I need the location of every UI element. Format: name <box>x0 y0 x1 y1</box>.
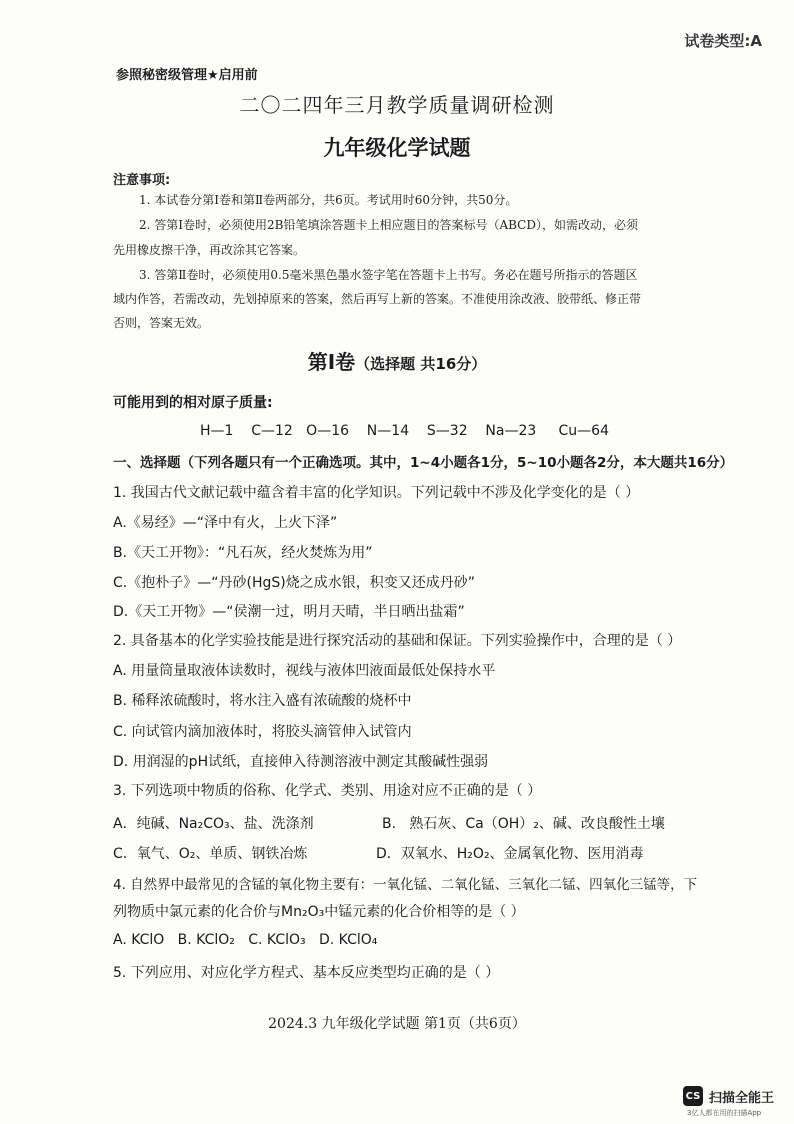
question-1-stem: 1. 我国古代文献记载中蕴含着丰富的化学知识。下列记载中不涉及化学变化的是（ ） <box>113 485 640 501</box>
notice-line: 域内作答，若需改动，先划掉原来的答案，然后再写上新的答案。不准使用涂改液、胶带纸、修正带 <box>113 292 642 306</box>
notice-heading: 注意事项: <box>113 173 171 188</box>
notice-line: 先用橡皮擦干净，再改涂其它答案。 <box>113 243 306 257</box>
scanner-tagline: 3亿人都在用的扫描App <box>687 1109 762 1117</box>
scanner-watermark <box>683 1086 774 1106</box>
question-1-option-d: D.《天工开物》—“侯潮一过，明月天晴，半日晒出盐霜” <box>113 604 465 620</box>
atomic-mass-values: H—1 C—12 O—16 N—14 S—32 Na—23 Cu—64 <box>200 423 609 439</box>
question-1-option-c: C.《抱朴子》—“丹砂(HgS)烧之成水银，积变又还成丹砂” <box>113 575 475 591</box>
question-1-option-a: A.《易经》—“泽中有火，上火下泽” <box>113 515 338 531</box>
atomic-mass-heading: 可能用到的相对原子质量: <box>113 395 273 411</box>
question-2-option-a: A. 用量筒量取液体读数时，视线与液体凹液面最低处保持水平 <box>113 663 496 679</box>
scanner-name: 扫描全能王 <box>709 1090 775 1106</box>
question-2-option-b: B. 稀释浓硫酸时，将水注入盛有浓硫酸的烧杯中 <box>113 693 412 709</box>
notice-line: 1. 本试卷分第Ⅰ卷和第Ⅱ卷两部分，共6页。考试用时60分钟，共50分。 <box>139 193 518 207</box>
question-2-option-d: D. 用润湿的pH试纸，直接伸入待测溶液中测定其酸碱性强弱 <box>113 754 489 770</box>
question-3-stem: 3. 下列选项中物质的俗称、化学式、类别、用途对应不正确的是（ ） <box>113 783 542 799</box>
part-one-heading: 一、选择题（下列各题只有一个正确选项。其中，1~4小题各1分，5~10小题各2分，本大题共16分） <box>113 455 734 471</box>
question-3-option-b: B. 熟石灰、Ca（OH）₂、碱、改良酸性土壤 <box>382 816 665 832</box>
question-4-stem-continued: 列物质中氯元素的化合价与Mn₂O₃中锰元素的化合价相等的是（ ） <box>113 904 525 920</box>
notice-line: 3. 答第Ⅱ卷时，必须使用0.5毫米黑色墨水签字笔在答题卡上书写。务必在题号所指示的答题区 <box>139 268 638 282</box>
camscanner-logo-icon: CS <box>683 1086 703 1106</box>
question-5-stem: 5. 下列应用、对应化学方程式、基本反应类型均正确的是（ ） <box>113 965 500 981</box>
question-3-option-d: D．双氧水、H₂O₂、金属氧化物、医用消毒 <box>376 846 644 862</box>
section-title <box>0 346 794 375</box>
section-title-main: 第Ⅰ卷 <box>307 350 356 374</box>
paper-type-label: 试卷类型:A <box>684 32 762 50</box>
question-2-stem: 2. 具备基本的化学实验技能是进行探究活动的基础和保证。下列实验操作中，合理的是（ ） <box>113 633 682 649</box>
notice-line: 2. 答第Ⅰ卷时，必须使用2B铅笔填涂答题卡上相应题目的答案标号（ABCD），如需改动，必须 <box>139 218 638 232</box>
notice-line: 否则，答案无效。 <box>113 316 210 330</box>
question-3-option-a: A．纯碱、Na₂CO₃、盐、洗涤剂 <box>113 816 314 832</box>
classification-note: 参照秘密级管理★启用前 <box>116 68 258 83</box>
question-2-option-c: C. 向试管内滴加液体时，将胶头滴管伸入试管内 <box>113 724 412 740</box>
exam-title: 二〇二四年三月教学质量调研检测 <box>239 93 555 117</box>
page-footer: 2024.3 九年级化学试题 第1页（共6页） <box>268 1016 526 1032</box>
question-4-options: A. KClO B. KClO₂ C. KClO₃ D. KClO₄ <box>113 932 378 948</box>
section-subtitle: （选择题 共16分） <box>355 355 487 373</box>
question-1-option-b: B.《天工开物》：“凡石灰，经火焚炼为用” <box>113 545 373 561</box>
question-3-option-c: C．氧气、O₂、单质、钢铁冶炼 <box>113 846 308 862</box>
question-4-stem: 4. 自然界中最常见的含锰的氧化物主要有：一氧化锰、二氧化锰、三氧化二锰、四氧化三锰等，下 <box>113 877 698 893</box>
subject-title: 九年级化学试题 <box>323 136 471 160</box>
